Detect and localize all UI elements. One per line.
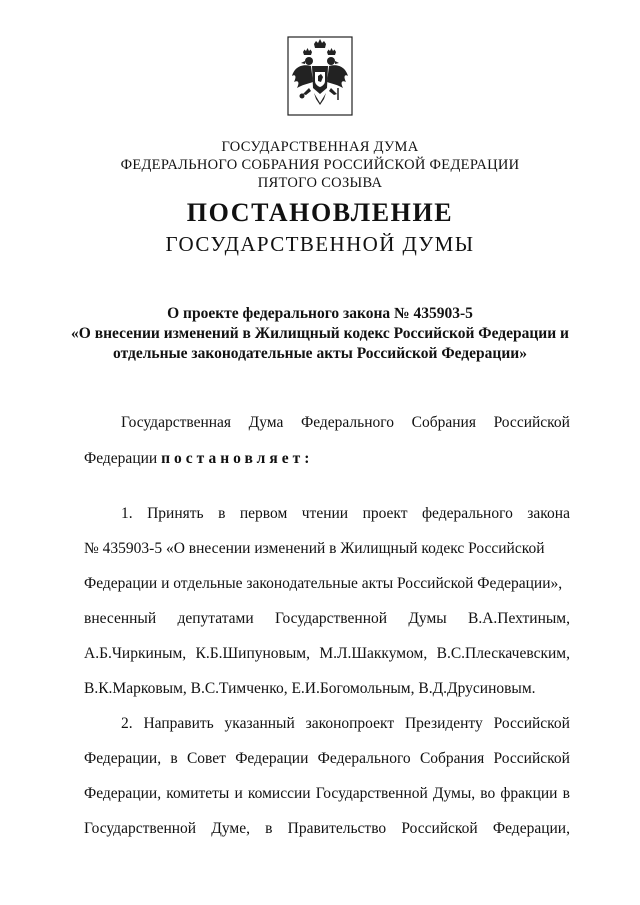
point1-word: А.Б.Чиркиным, [84,645,187,662]
point2-line-3 [84,785,570,803]
point1-word: закона [527,505,570,522]
preamble-line-2-start: Федерации [84,450,158,467]
point2-word: в [170,750,178,767]
point2-word: Президенту [404,715,483,732]
preamble-line-2 [84,450,570,468]
header-line-2: ФЕДЕРАЛЬНОГО СОБРАНИЯ РОССИЙСКОЙ ФЕДЕРАЦИИ [120,157,520,173]
point1-word: федерального [422,505,513,522]
point1-word: внесенный [84,610,157,627]
point2-word: Федерального [317,750,411,767]
subject-line-1: О проекте федерального закона № 435903-5 [167,305,473,322]
point1-word: М.Л.Шаккумом, [319,645,428,662]
point1-word: чтении [301,505,349,522]
point1-line-6: В.К.Марковым, В.С.Тимченко, Е.И.Богомольным, В.Д.Друсиновым. [84,680,536,697]
point1-word: первом [239,505,288,522]
point2-word: законопроект [305,715,395,732]
point1-word: Принять [147,505,204,522]
point2-word: указанный [224,715,295,732]
point2-word: Думы, [432,785,476,802]
point1-line-5 [84,645,570,663]
preamble-word: Федерального [300,414,395,431]
preamble-word: Дума [248,414,284,431]
issuer-header [0,138,640,192]
point1-word: В.С.Плескачевским, [436,645,570,662]
point1-word: проект [362,505,408,522]
point1-line-1 [121,505,570,523]
point2-word: Государственной [84,820,197,837]
point2-line-2 [84,750,570,768]
point2-word: и [234,785,243,802]
point2-word: Направить [143,715,214,732]
point1-word: 1. [121,505,133,522]
preamble-word: Государственная [121,414,232,431]
point1-word: В.А.Пехтиным, [467,610,570,627]
point2-word: 2. [121,715,133,732]
point2-word: Собрания [419,750,485,767]
point2-word: Государственной [315,785,428,802]
point1-word: К.Б.Шипуновым, [195,645,310,662]
russian-double-headed-eagle-icon [287,36,353,116]
point2-word: Федерации, [84,750,162,767]
point1-line-3: Федерации и отдельные законодательные акты Российской Федерации», [84,575,563,592]
header-line-1: ГОСУДАРСТВЕННАЯ ДУМА [221,139,419,155]
point2-word: в [265,820,273,837]
point2-word: Совет [186,750,226,767]
document-type-title: ПОСТАНОВЛЕНИЕ [186,198,454,227]
point1-line-4 [84,610,570,628]
point1-line-2: № 435903-5 «О внесении изменений в Жилищный кодекс Российской [84,540,545,557]
preamble-word: Российской [493,414,570,431]
preamble-line-1 [121,414,570,432]
decision-word: постановляет: [161,450,314,467]
point1-word: в [218,505,226,522]
point2-line-1 [121,715,570,733]
point2-line-4 [84,820,570,838]
point2-word: комиссии [247,785,311,802]
subject-line-3: отдельные законодательные акты Российской Федерации» [113,345,527,362]
subject-line-2: «О внесении изменений в Жилищный кодекс Российской Федерации и [71,325,569,342]
point2-word: Российской [493,750,570,767]
preamble-word: Собрания [411,414,476,431]
point2-word: комитеты [166,785,230,802]
point2-word: в [562,785,570,802]
point2-word: Думе, [211,820,250,837]
point2-word: Федерации [235,750,309,767]
header-line-3: ПЯТОГО СОЗЫВА [257,175,383,191]
point2-word: Федерации, [492,820,570,837]
document-subject [40,304,600,364]
point2-word: во [480,785,496,802]
point2-word: фракции [500,785,558,802]
point2-word: Федерации, [84,785,162,802]
point1-word: депутатами [177,610,254,627]
point1-word: Государственной [274,610,388,627]
point1-word: Думы [408,610,447,627]
point2-word: Российской [401,820,478,837]
point2-word: Правительство [287,820,387,837]
point2-word: Российской [493,715,570,732]
document-issuer-title: ГОСУДАРСТВЕННОЙ ДУМЫ [165,232,475,256]
